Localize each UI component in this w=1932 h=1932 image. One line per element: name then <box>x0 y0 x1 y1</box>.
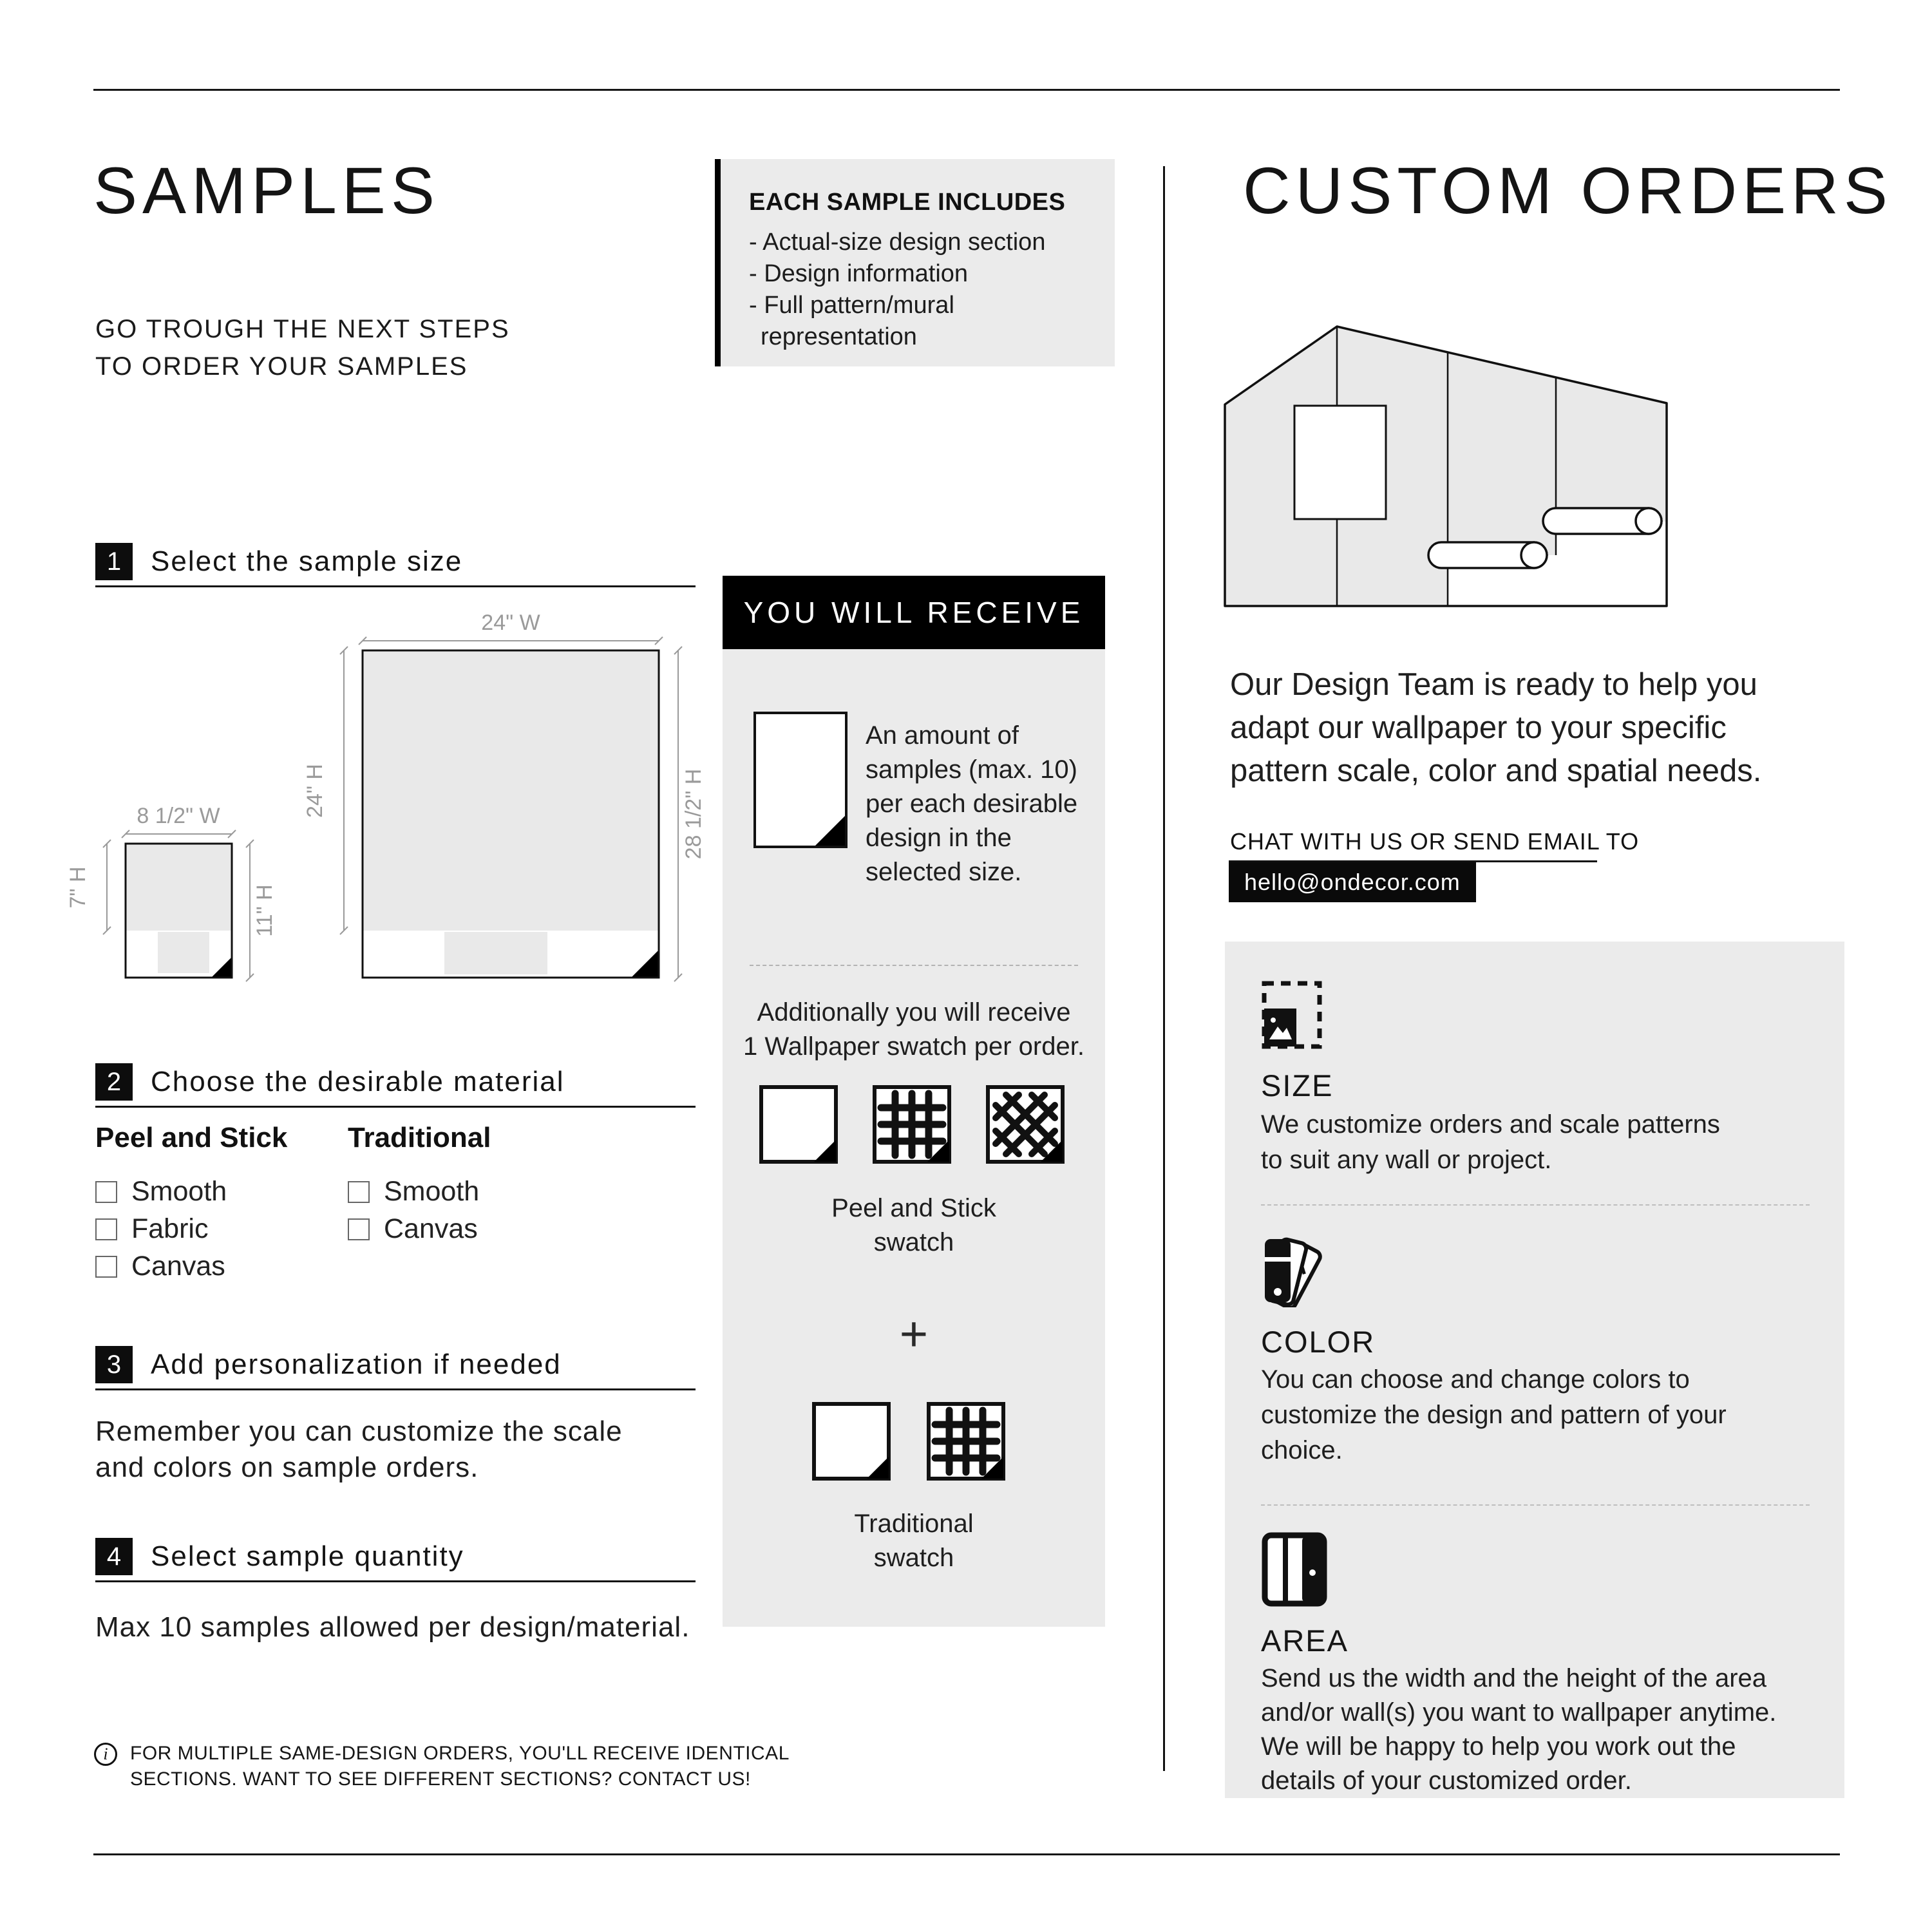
bottom-rule <box>93 1853 1840 1855</box>
receive-p1-line: selected size. <box>866 858 1022 886</box>
area-heading: AREA <box>1261 1624 1349 1658</box>
step-3-text-line-2: and colors on sample orders. <box>95 1452 479 1483</box>
step-3-header <box>95 1346 696 1390</box>
color-heading: COLOR <box>1261 1325 1376 1359</box>
traditional-swatch-label: swatch <box>873 1544 954 1572</box>
receive-p1-line: design in the <box>866 824 1012 852</box>
size-heading: SIZE <box>1261 1068 1334 1103</box>
color-text-line: choice. <box>1261 1436 1343 1464</box>
wallpaper-roll-icon <box>1543 508 1662 534</box>
large-height-left-label: 24" H <box>303 764 327 818</box>
step-1-number: 1 <box>95 543 133 580</box>
step-2-title: Choose the desirable material <box>151 1066 565 1097</box>
color-text-line: customize the design and pattern of your <box>1261 1401 1727 1429</box>
area-text-line: Send us the width and the height of the area <box>1261 1664 1767 1692</box>
checkbox-label: Canvas <box>131 1251 225 1282</box>
step-1-header <box>95 543 696 587</box>
includes-title: EACH SAMPLE INCLUDES <box>749 189 1066 216</box>
size-crop-image-icon <box>1261 980 1323 1050</box>
traditional-swatch-label: Traditional <box>854 1510 974 1538</box>
smooth-swatch-icon <box>759 1084 838 1164</box>
peel-and-stick-heading: Peel and Stick <box>95 1122 288 1153</box>
checkbox-label: Smooth <box>384 1176 480 1207</box>
chat-label: CHAT WITH US OR SEND EMAIL TO <box>1230 828 1640 855</box>
custom-paragraph-line: Our Design Team is ready to help you <box>1230 667 1757 702</box>
size-text-line: We customize orders and scale patterns <box>1261 1110 1720 1139</box>
step-2-number: 2 <box>95 1063 133 1101</box>
color-text-line: You can choose and change colors to <box>1261 1365 1690 1394</box>
receive-p2-line-2: 1 Wallpaper swatch per order. <box>743 1032 1084 1061</box>
custom-orders-panel <box>1225 942 1844 1798</box>
dashed-divider <box>750 965 1078 966</box>
custom-paragraph-line: pattern scale, color and spatial needs. <box>1230 753 1762 788</box>
checkbox-ps-smooth[interactable] <box>95 1181 117 1203</box>
checkbox-item-tr-canvas <box>348 1213 478 1245</box>
subtitle-line-1: GO TROUGH THE NEXT STEPS <box>95 315 510 343</box>
traditional-heading: Traditional <box>348 1122 491 1153</box>
fabric-grid-swatch-icon <box>926 1401 1006 1481</box>
checkbox-tr-smooth[interactable] <box>348 1181 370 1203</box>
peel-stick-swatch-label: swatch <box>873 1228 954 1256</box>
area-wall-panels-icon <box>1261 1531 1328 1607</box>
each-sample-includes-box <box>721 159 1115 366</box>
color-swatch-fan-icon <box>1261 1235 1332 1307</box>
dashed-divider <box>1261 1504 1810 1506</box>
checkbox-item-ps-fabric <box>95 1213 208 1245</box>
page-fold-icon <box>815 816 845 846</box>
checkbox-ps-canvas[interactable] <box>95 1256 117 1278</box>
small-height-right-label: 11" H <box>252 884 277 937</box>
checkbox-item-ps-smooth <box>95 1176 227 1208</box>
step-3-number: 3 <box>95 1346 133 1383</box>
step-3-title: Add personalization if needed <box>151 1349 562 1380</box>
receive-p1-line: per each desirable <box>866 790 1078 818</box>
includes-item-2: - Design information <box>749 260 969 287</box>
includes-item-1: - Actual-size design section <box>749 229 1046 256</box>
custom-orders-title: CUSTOM ORDERS <box>1243 154 1893 227</box>
includes-item-3: - Full pattern/mural <box>749 292 954 319</box>
small-height-left-label: 7" H <box>66 866 90 909</box>
email-link[interactable]: hello@ondecor.com <box>1229 862 1476 902</box>
large-height-right-label: 28 1/2" H <box>681 768 706 860</box>
small-width-label: 8 1/2" W <box>137 804 220 828</box>
checkbox-item-ps-canvas <box>95 1251 225 1282</box>
receive-p2-line-1: Additionally you will receive <box>757 998 1071 1027</box>
sample-size-diagram <box>64 599 708 1005</box>
wallpaper-roll-icon <box>1428 542 1547 568</box>
area-text-line: We will be happy to help you work out the <box>1261 1732 1736 1761</box>
step-1-title: Select the sample size <box>151 545 463 577</box>
area-text-line: and/or wall(s) you want to wallpaper anytime. <box>1261 1698 1777 1727</box>
window <box>1294 406 1386 519</box>
top-rule <box>93 89 1840 91</box>
sample-page-icon <box>753 712 848 848</box>
includes-item-4: representation <box>761 323 917 350</box>
step-3-text-line-1: Remember you can customize the scale <box>95 1416 623 1447</box>
step-4-title: Select sample quantity <box>151 1540 464 1572</box>
you-will-receive-panel <box>723 649 1105 1627</box>
step-2-header <box>95 1063 696 1108</box>
step-4-text: Max 10 samples allowed per design/material. <box>95 1611 690 1643</box>
checkbox-tr-canvas[interactable] <box>348 1218 370 1240</box>
checkbox-item-tr-smooth <box>348 1176 479 1208</box>
info-icon: i <box>94 1743 117 1766</box>
step-4-header <box>95 1538 696 1582</box>
includes-accent-bar <box>715 159 721 366</box>
step-4-number: 4 <box>95 1538 133 1575</box>
receive-p1-line: samples (max. 10) <box>866 755 1077 784</box>
footer-note-line-2: SECTIONS. WANT TO SEE DIFFERENT SECTIONS? CONTACT US! <box>130 1768 751 1790</box>
custom-paragraph-line: adapt our wallpaper to your specific <box>1230 710 1727 745</box>
column-divider <box>1163 166 1165 1771</box>
subtitle-line-2: TO ORDER YOUR SAMPLES <box>95 352 468 381</box>
smooth-swatch-icon <box>811 1401 891 1481</box>
peel-stick-swatch-label: Peel and Stick <box>831 1194 996 1222</box>
large-width-label: 24" W <box>481 611 540 635</box>
receive-p1-line: An amount of <box>866 721 1019 750</box>
footer-note-line-1: FOR MULTIPLE SAME-DESIGN ORDERS, YOU'LL RECEIVE IDENTICAL <box>130 1743 790 1764</box>
checkbox-label: Smooth <box>131 1176 227 1207</box>
dashed-divider <box>1261 1204 1810 1206</box>
checkbox-label: Canvas <box>384 1213 478 1244</box>
fabric-grid-swatch-icon <box>872 1084 952 1164</box>
canvas-crosshatch-swatch-icon <box>985 1084 1065 1164</box>
checkbox-ps-fabric[interactable] <box>95 1218 117 1240</box>
you-will-receive-banner: YOU WILL RECEIVE <box>723 576 1105 649</box>
samples-title: SAMPLES <box>93 154 440 227</box>
plus-icon: + <box>899 1307 929 1361</box>
area-text-line: details of your customized order. <box>1261 1766 1632 1795</box>
size-text-line: to suit any wall or project. <box>1261 1146 1552 1174</box>
wallpaper-wall-illustration <box>1224 308 1674 611</box>
checkbox-label: Fabric <box>131 1213 209 1244</box>
samples-subtitle <box>95 310 510 385</box>
